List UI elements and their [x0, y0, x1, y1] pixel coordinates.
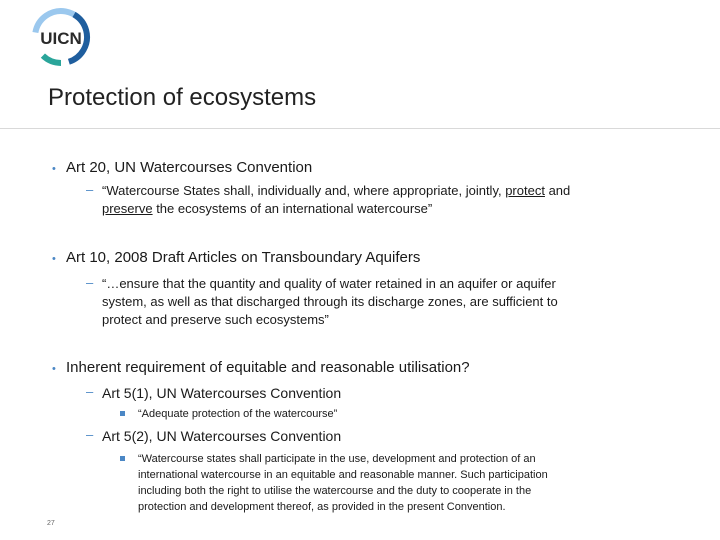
dash-bullet: –	[86, 275, 94, 290]
quote-line: preserve the ecosystems of an international watercourse”	[102, 201, 433, 216]
dash-bullet: –	[86, 427, 94, 442]
title-divider	[0, 128, 720, 129]
dash-bullet: –	[86, 384, 94, 399]
quote-line: protect and preserve such ecosystems”	[102, 312, 329, 327]
square-bullet	[120, 411, 125, 416]
subitem-label: Art 5(2), UN Watercourses Convention	[102, 428, 342, 444]
bullet-dot: •	[52, 363, 56, 375]
section-heading: Inherent requirement of equitable and reasonable utilisation?	[66, 359, 470, 376]
quote-line: international watercourse in an equitable and reasonable manner. Such participation	[138, 469, 548, 481]
bullet-dot: •	[52, 163, 56, 175]
slide-title: Protection of ecosystems	[48, 84, 317, 111]
subitem-label: Art 5(1), UN Watercourses Convention	[102, 385, 342, 401]
quote-line: protection and development thereof, as provided in the present Convention.	[138, 501, 506, 513]
logo-text: UICN	[40, 29, 82, 48]
dash-bullet: –	[86, 182, 94, 197]
bullet-dot: •	[52, 253, 56, 265]
uicn-logo-mark	[30, 6, 92, 68]
quote-line: “…ensure that the quantity and quality of water retained in an aquifer or aquifer	[102, 276, 556, 291]
section-heading: Art 10, 2008 Draft Articles on Transboundary Aquifers	[66, 249, 421, 266]
quote-line: “Watercourse States shall, individually and, where appropriate, jointly, protect and	[102, 183, 571, 198]
quote-line: “Adequate protection of the watercourse”	[138, 408, 338, 420]
section-heading: Art 20, UN Watercourses Convention	[66, 159, 313, 176]
page-number: 27	[47, 520, 55, 527]
quote-line: including both the right to utilise the watercourse and the duty to cooperate in the	[138, 485, 532, 497]
uicn-logo	[30, 6, 92, 68]
square-bullet	[120, 456, 125, 461]
quote-line: system, as well as that discharged through its discharge zones, are sufficient to	[102, 294, 558, 309]
quote-line: “Watercourse states shall participate in the use, development and protection of an	[138, 453, 536, 465]
